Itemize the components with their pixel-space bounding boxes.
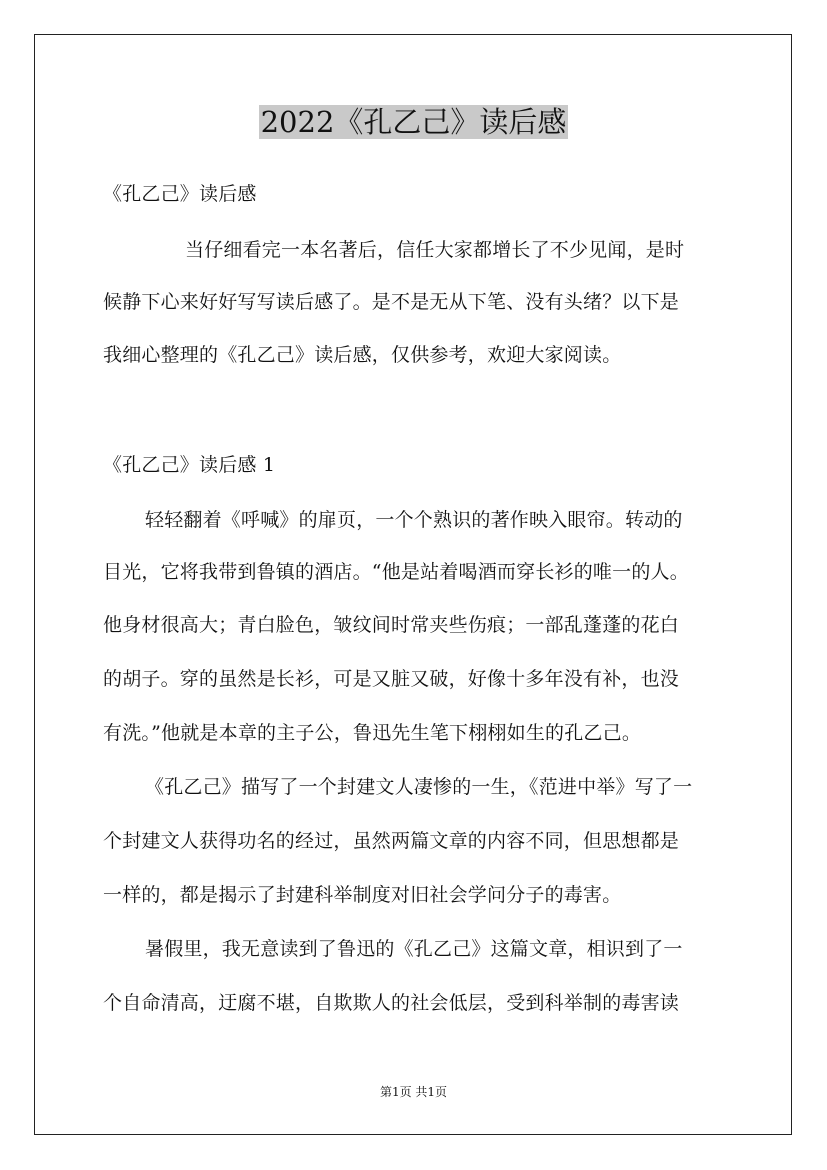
body-line: 他身材很高大；青白脸色，皱纹间时常夹些伤痕；一部乱蓬蓬的花白 [103,614,680,636]
body-line: 有洗。”他就是本章的主子公，鲁迅先生笔下栩栩如生的孔乙己。 [103,722,642,744]
intro-paragraph-line: 当仔细看完一本名著后，信任大家都增长了不少见闻，是时 [185,239,685,261]
body-line: 目光，它将我带到鲁镇的酒店。“他是站着喝酒而穿长衫的唯一的人。 [103,561,689,583]
intro-paragraph-line: 我细心整理的《孔乙己》读后感，仅供参考，欢迎大家阅读。 [103,344,622,366]
body-line: 《孔乙己》描写了一个封建文人凄惨的一生，《范进中举》写了一 [145,776,693,798]
body-line: 个自命清高，迂腐不堪，自欺欺人的社会低层，受到科举制的毒害读 [103,992,680,1014]
document-title [0,100,827,144]
body-line: 轻轻翻着《呼喊》的扉页，一个个熟识的著作映入眼帘。转动的 [145,509,683,531]
body-line: 暑假里，我无意读到了鲁迅的《孔乙己》这篇文章，相识到了一 [145,938,683,960]
intro-heading: 《孔乙己》读后感 [103,183,257,205]
section-heading: 《孔乙己》读后感 1 [103,454,276,476]
page-footer: 第1页 共1页 [379,1085,448,1099]
body-line: 的胡子。穿的虽然是长衫，可是又脏又破，好像十多年没有补，也没 [103,668,680,690]
body-line: 一样的，都是揭示了封建科举制度对旧社会学问分子的毒害。 [103,884,622,906]
body-line: 个封建文人获得功名的经过，虽然两篇文章的内容不同，但思想都是 [103,830,680,852]
intro-paragraph-line: 候静下心来好好写写读后感了。是不是无从下笔、没有头绪？以下是 [103,291,680,313]
document-title-text: 2022《孔乙己》读后感 [260,105,567,139]
